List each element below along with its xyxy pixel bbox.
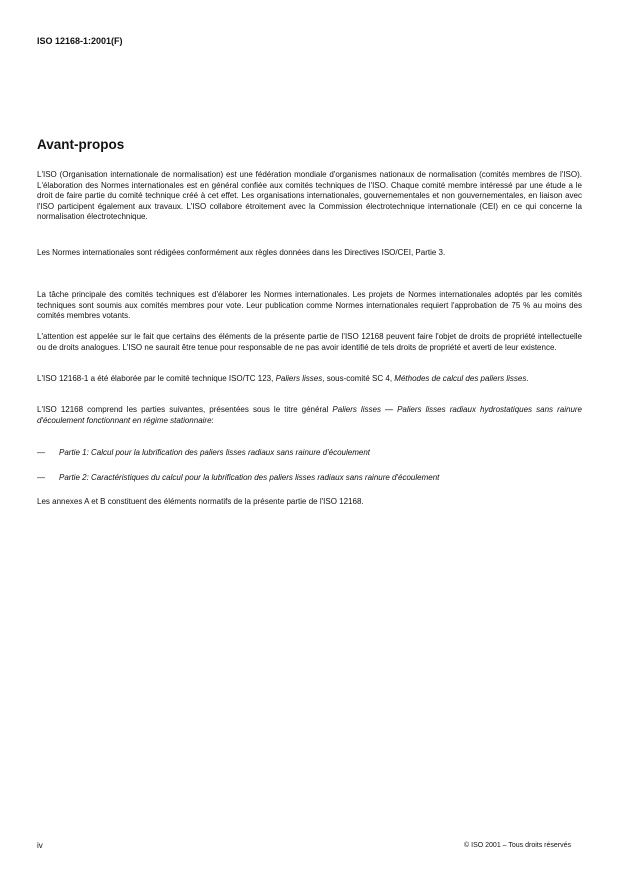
paragraph-prepared-by xyxy=(37,374,582,385)
copyright-notice: © ISO 2001 – Tous droits réservés xyxy=(464,842,571,849)
page-number: iv xyxy=(37,841,43,850)
text: : xyxy=(211,415,214,425)
list-item xyxy=(37,473,582,484)
dash-bullet: — xyxy=(37,448,45,457)
paragraph-technical-committees: La tâche principale des comités techniques est d'élaborer les Normes internationales. Les projets de Normes internationales adoptés par les comités techniques sont soumis aux comités membres pour vote. Leur publication comme Normes internationales requiert l'approbation de 75 % au moins des comités membres votants. xyxy=(37,290,582,321)
paragraph-parts-intro xyxy=(37,405,582,426)
text: , sous-comité SC 4, xyxy=(322,374,395,383)
text: L'ISO 12168 comprend les parties suivantes, présentées sous le titre général xyxy=(37,405,333,414)
list-item-text: Partie 1: Calcul pour la lubrification des paliers lisses radiaux sans rainure d'écoulement xyxy=(59,448,371,457)
committee-title: Paliers lisses xyxy=(275,374,323,383)
general-title: Paliers lisses — Paliers lisses radiaux hydrostatiques sans rainure d'écoulement fonctionnant en régime stationnaire xyxy=(37,405,583,425)
list-item-text: Partie 2: Caractéristiques du calcul pour la lubrification des paliers lisses radiaux sans rainure d'écoulement xyxy=(59,473,440,482)
text: . xyxy=(526,374,529,383)
document-id-header: ISO 12168-1:2001(F) xyxy=(37,36,123,46)
paragraph-patent-rights: L'attention est appelée sur le fait que certains des éléments de la présente partie de l'ISO 12168 peuvent faire l'objet de droits de propriété intellectuelle ou de droits analogues. L'ISO ne saurait être tenue pour responsable de ne pas avoir identifié de tels droits de propriété et averti de leur existence. xyxy=(37,332,582,352)
paragraph-directives: Les Normes internationales sont rédigées conformément aux règles données dans les Directives ISO/CEI, Partie 3. xyxy=(37,248,446,257)
page-title: Avant-propos xyxy=(37,137,125,152)
paragraph-annexes: Les annexes A et B constituent des éléments normatifs de la présente partie de l'ISO 12168. xyxy=(37,497,364,506)
subcommittee-title: Méthodes de calcul des paliers lisses xyxy=(394,374,527,383)
text: L'ISO 12168-1 a été élaborée par le comité technique ISO/TC 123, xyxy=(37,374,276,383)
paragraph-iso-intro: L'ISO (Organisation internationale de normalisation) est une fédération mondiale d'organismes nationaux de normalisation (comités membres de l'ISO). L'élaboration des Normes internationales est en général confiée aux comités techniques de l'ISO. Chaque comité membre intéressé par une étude a le droit de faire partie du comité technique créé à cet effet. Les organisations internationales, gouvernementales et non gouvernementales, en liaison avec l'ISO participent également aux travaux. L'ISO collabore étroitement avec la Commission électrotechnique internationale (CEI) en ce qui concerne la normalisation électrotechnique. xyxy=(37,170,582,222)
list-item xyxy=(37,448,582,459)
dash-bullet: — xyxy=(37,473,45,482)
